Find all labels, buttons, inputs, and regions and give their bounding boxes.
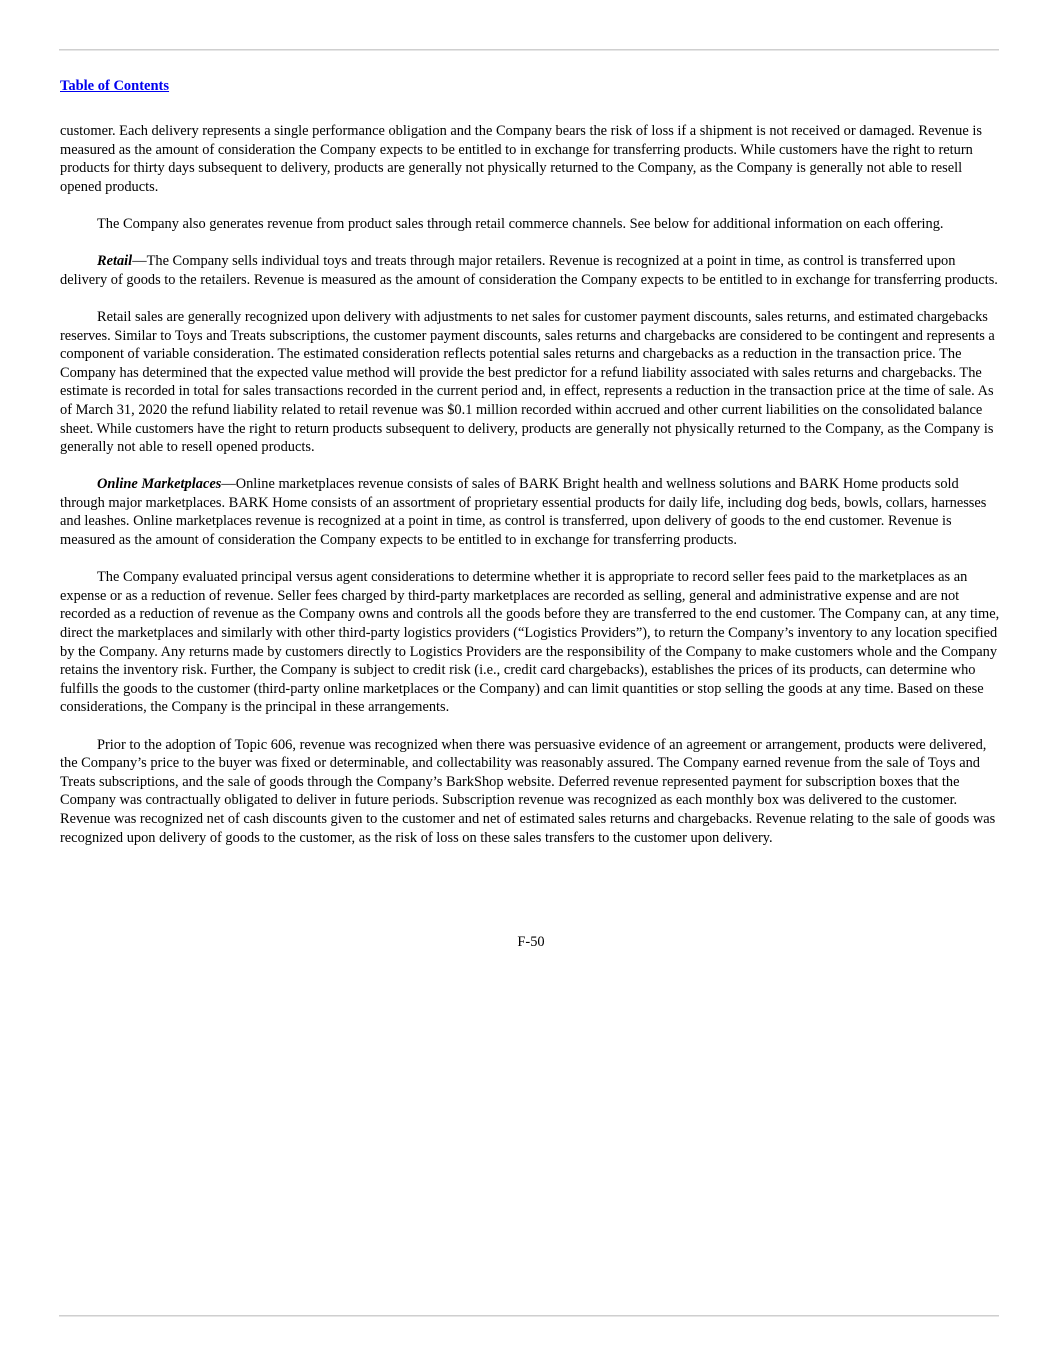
online-marketplaces-heading: Online Marketplaces [97, 476, 222, 493]
paragraph-online-marketplaces [60, 475, 1002, 549]
paragraph-retail [60, 252, 1002, 289]
paragraph-prior-topic-606: Prior to the adoption of Topic 606, revenue was recognized when there was persuasive evidence of an agreement or arrangement, products were delivered, the Company’s price to the buyer was fixed or determinable, and collectability was reasonably assured. The Company earned revenue from the sale of Toys and Treats subscriptions, and the sale of goods through the Company’s BarkShop website. Deferred revenue represented payment for subscription boxes that the Company was contractually obligated to deliver in future periods. Subscription revenue was recognized as each monthly box was delivered to the customer. Revenue was recognized net of cash discounts given to the customer and net of estimated sales returns and chargebacks. Revenue relating to the sale of goods was recognized upon delivery of goods to the customer, as the risk of loss on these sales transfers to the customer upon delivery. [60, 736, 996, 846]
retail-heading: Retail [97, 253, 133, 270]
retail-text: —The Company sells individual toys and treats through major retailers. Revenue is recognized at a point in time, as control is transferred upon delivery of goods to the retailers. Revenue is measured as the amount of consideration the Company expects to be entitled to in exchange for transferring products. [60, 253, 998, 288]
paragraph-principal-agent: The Company evaluated principal versus agent considerations to determine whether it is appropriate to record seller fees paid to the marketplaces as an expense or as a reduction of revenue. Seller fees charged by third-party marketplaces are recorded as selling, general and administrative expense and are not recorded as a reduction of revenue as the Company owns and controls all the goods before they are transferred to the end customer. The Company can, at any time, direct the marketplaces and similarly with other third-party logistics providers (“Logistics Providers”), to return the Company’s inventory to any location specified by the Company. Any returns made by customers directly to Logistics Providers are the responsibility of the Company to make customers whole and the Company retains the inventory risk. Further, the Company is subject to credit risk (i.e., credit card chargebacks), establishes the prices of its products, can determine who fulfills the goods to the customer (third-party online marketplaces or the Company) and can limit quantities or stop selling the goods at any time. Based on these considerations, the Company is the principal in these arrangements. [60, 569, 1000, 716]
paragraph-retail-sales: Retail sales are generally recognized upon delivery with adjustments to net sales for customer payment discounts, sales returns, and estimated chargebacks reserves. Similar to Toys and Treats subscriptions, the customer payment discounts, sales returns and chargebacks are considered to be contingent and represents a component of variable consideration. The estimated consideration reflects potential sales returns and chargebacks as a reduction in the transaction price. The Company has determined that the expected value method will provide the best predictor for a refund liability associated with sales returns and chargebacks. The estimate is recorded in total for sales transactions recorded in the current period and, in effect, represents a reduction in the transaction price at the time of sale. As of March 31, 2020 the refund liability related to retail revenue was $0.1 million recorded within accrued and other current liabilities on the consolidated balance sheet. While customers have the right to return products subsequent to delivery, products are generally not physically returned to the Company, as the Company is generally not able to resell opened products. [60, 308, 995, 456]
online-marketplaces-text: —Online marketplaces revenue consists of sales of BARK Bright health and wellness solutions and BARK Home products sold through major marketplaces. BARK Home consists of an assortment of proprietary essential products for daily life, including dog beds, bowls, collars, harnesses and leashes. Online marketplaces revenue is recognized at a point in time, as control is transferred, upon delivery of goods to the end customer. Revenue is measured as the amount of consideration the Company expects to be entitled to in exchange for transferring products. [60, 476, 987, 549]
bottom-divider [59, 1315, 999, 1316]
top-divider [59, 49, 999, 50]
paragraph-retail-channels: The Company also generates revenue from product sales through retail commerce channels. See below for additional information on each offering. [97, 215, 944, 232]
paragraph-delivery-obligation: customer. Each delivery represents a single performance obligation and the Company bears the risk of loss if a shipment is not received or damaged. Revenue is measured as the amount of consideration the Company expects to be entitled to in exchange for transferring products. While customers have the right to return products for thirty days subsequent to delivery, products are generally not physically returned to the Company, as the Company is generally not able to resell opened products. [60, 123, 982, 195]
page-number: F-50 [517, 934, 545, 950]
document-body [60, 122, 1002, 866]
table-of-contents-link[interactable]: Table of Contents [60, 78, 170, 94]
